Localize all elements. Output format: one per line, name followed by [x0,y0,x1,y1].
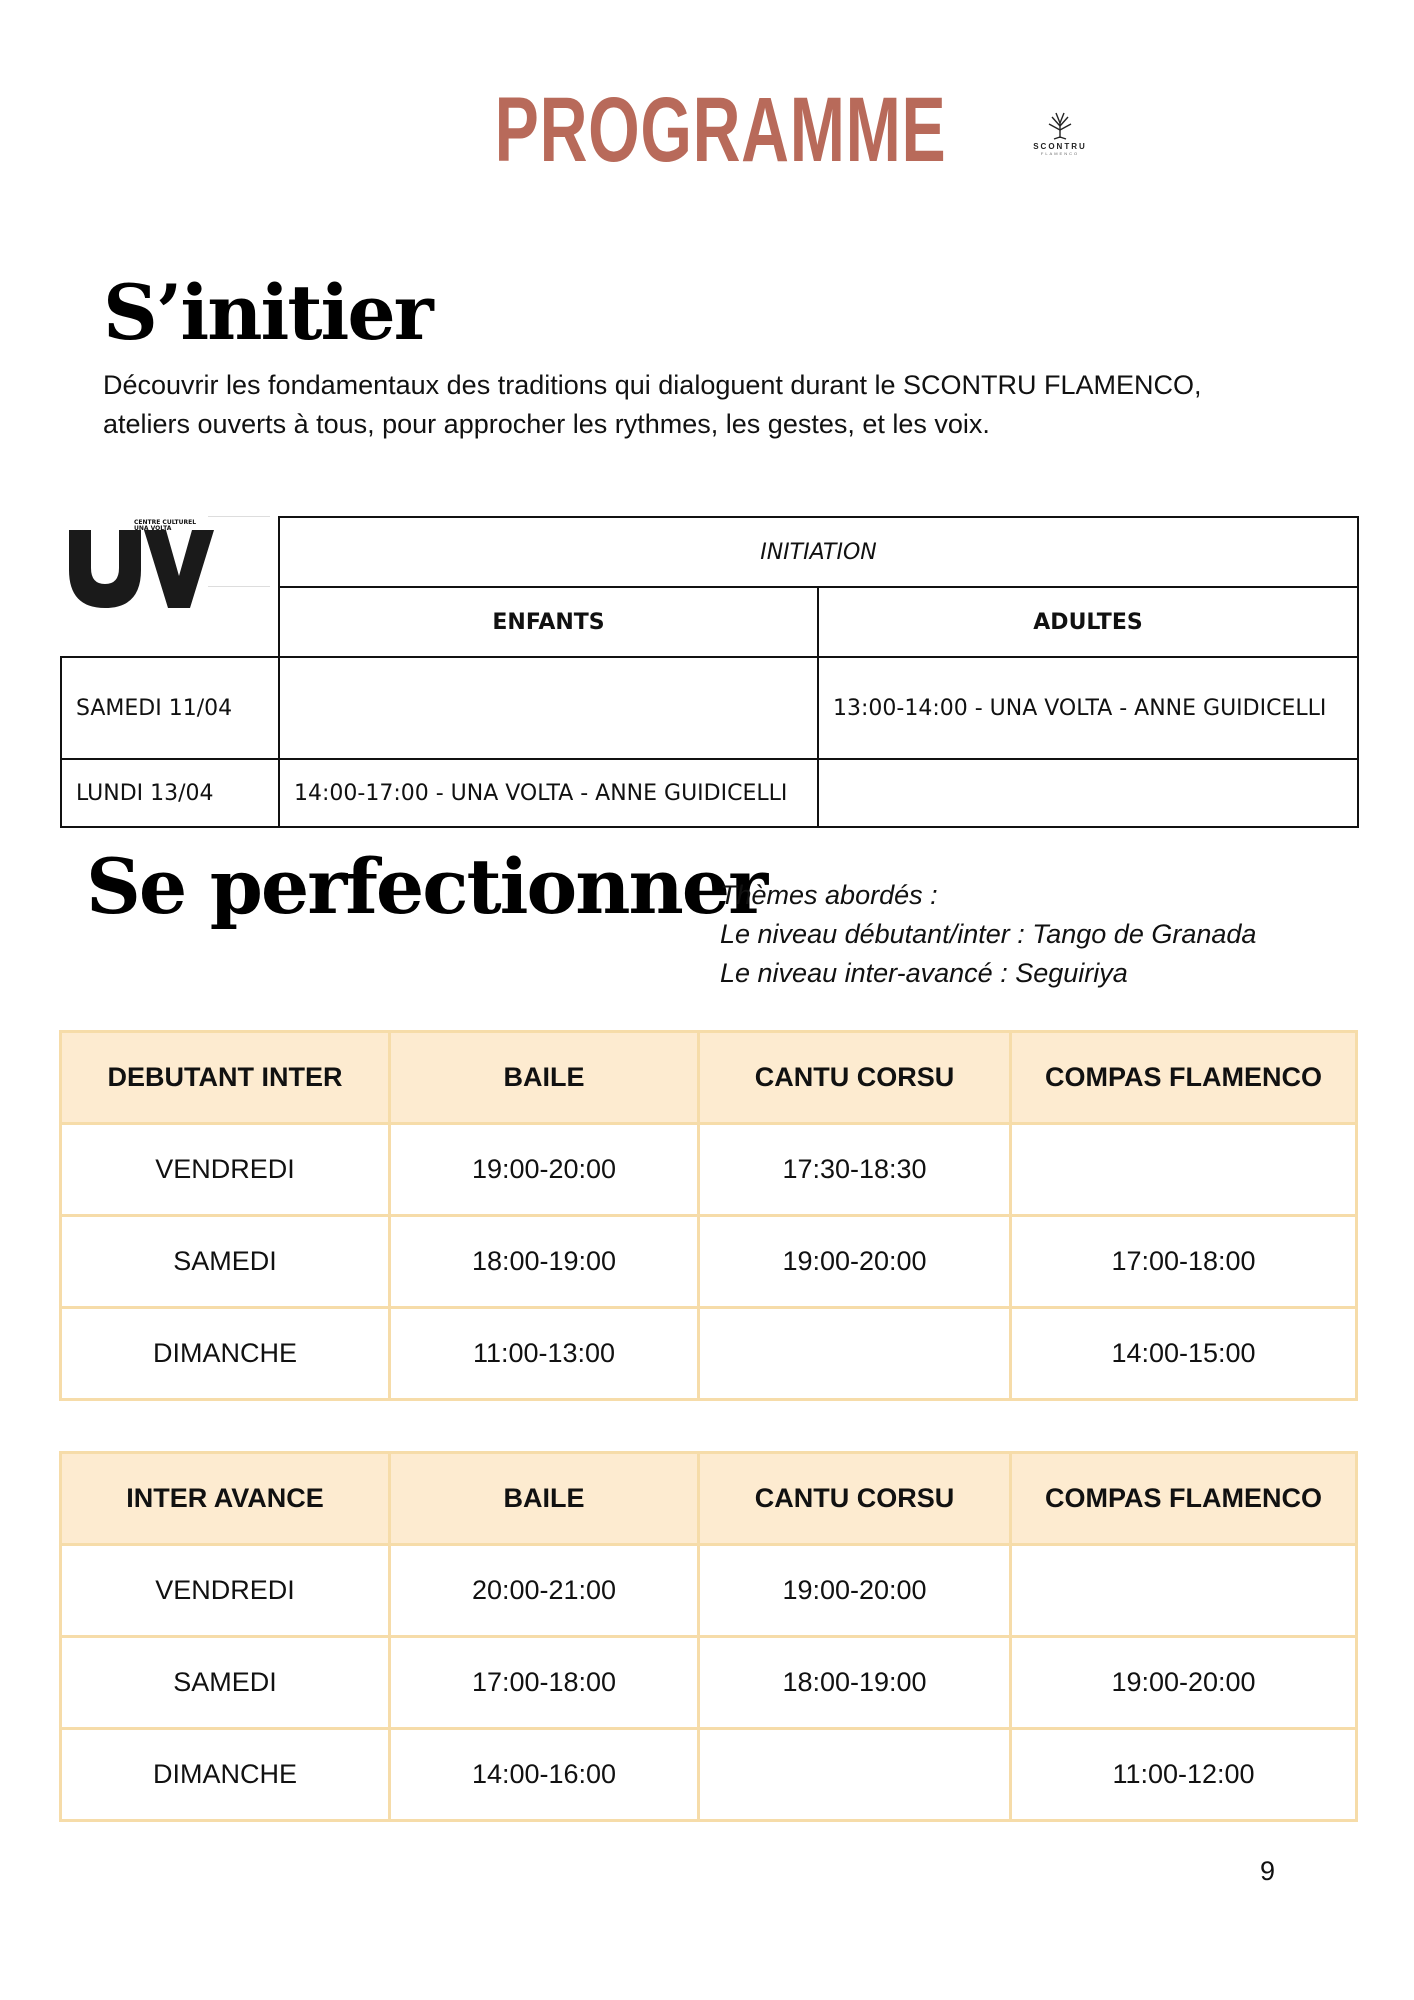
col-header-cantu-corsu: CANTU CORSU [699,1453,1011,1545]
col-header-adultes: ADULTES [818,587,1358,657]
col-header-baile: BAILE [390,1032,699,1124]
cell-day: SAMEDI [61,1637,390,1729]
cell-baile: 17:00-18:00 [390,1637,699,1729]
row-adultes [818,759,1358,827]
scontru-logo [1024,110,1096,156]
logo-text: SCONTRU [1033,142,1087,151]
intro-line-1: Découvrir les fondamentaux des traditions qui dialoguent durant le SCONTRU FLAMENCO, [103,370,1202,400]
cell-compas [1011,1545,1357,1637]
cell-day: DIMANCHE [61,1729,390,1821]
row-day: LUNDI 13/04 [61,759,279,827]
cell-baile: 20:00-21:00 [390,1545,699,1637]
row-adultes: 13:00-14:00 - UNA VOLTA - ANNE GUIDICELLI [818,657,1358,759]
initiation-table-wrap [60,516,1359,828]
cell-cantu: 19:00-20:00 [699,1545,1011,1637]
cell-cantu: 19:00-20:00 [699,1216,1011,1308]
col-header-level: INTER AVANCE [61,1453,390,1545]
logo-subtext: FLAMENCO [1040,151,1080,156]
col-header-baile: BAILE [390,1453,699,1545]
cell-compas: 19:00-20:00 [1011,1637,1357,1729]
cell-cantu: 17:30-18:30 [699,1124,1011,1216]
logo-line-1: CENTRE CULTUREL [134,519,197,526]
cell-cantu [699,1308,1011,1400]
intro-line-2: ateliers ouverts à tous, pour approcher les rythmes, les gestes, et les voix. [103,409,990,439]
cell-baile: 14:00-16:00 [390,1729,699,1821]
themes-text [720,876,1256,993]
cell-compas: 14:00-15:00 [1011,1308,1357,1400]
col-header-compas-flamenco: COMPAS FLAMENCO [1011,1453,1357,1545]
cell-day: DIMANCHE [61,1308,390,1400]
tree-icon [1045,110,1075,140]
cell-day: VENDREDI [61,1124,390,1216]
intro-text [103,366,1333,444]
cell-baile: 19:00-20:00 [390,1124,699,1216]
table-row [61,759,1358,827]
una-volta-logo [60,516,272,634]
table-row [61,657,1358,759]
schedule-table-debutant-inter [59,1030,1358,1401]
cell-day: VENDREDI [61,1545,390,1637]
col-header-cantu-corsu: CANTU CORSU [699,1032,1011,1124]
logo-line-2: UNA VOLTA [134,525,172,532]
themes-line-3: Le niveau inter-avancé : Seguiriya [720,958,1128,988]
table-row [61,1216,1357,1308]
table-row [61,1637,1357,1729]
cell-baile: 18:00-19:00 [390,1216,699,1308]
initiation-caption: INITIATION [279,517,1358,587]
row-day: SAMEDI 11/04 [61,657,279,759]
cell-compas [1011,1124,1357,1216]
section-heading-initier: S’initier [103,268,432,357]
section-heading-perfectionner: Se perfectionner [86,842,767,931]
cell-day: SAMEDI [61,1216,390,1308]
table-row [61,1545,1357,1637]
table-row [61,1124,1357,1216]
cell-cantu: 18:00-19:00 [699,1637,1011,1729]
themes-line-1: Thèmes abordés : [720,880,938,910]
page-title: PROGRAMME [494,79,947,181]
row-enfants: 14:00-17:00 - UNA VOLTA - ANNE GUIDICELLI [279,759,818,827]
col-header-compas-flamenco: COMPAS FLAMENCO [1011,1032,1357,1124]
col-header-level: DEBUTANT INTER [61,1032,390,1124]
col-header-enfants: ENFANTS [279,587,818,657]
row-enfants [279,657,818,759]
page-number: 9 [1260,1856,1276,1886]
table-row [61,1308,1357,1400]
table-row [61,1729,1357,1821]
cell-compas: 17:00-18:00 [1011,1216,1357,1308]
cell-compas: 11:00-12:00 [1011,1729,1357,1821]
cell-baile: 11:00-13:00 [390,1308,699,1400]
themes-line-2: Le niveau débutant/inter : Tango de Granada [720,919,1257,949]
schedule-table-inter-avance [59,1451,1358,1822]
cell-cantu [699,1729,1011,1821]
